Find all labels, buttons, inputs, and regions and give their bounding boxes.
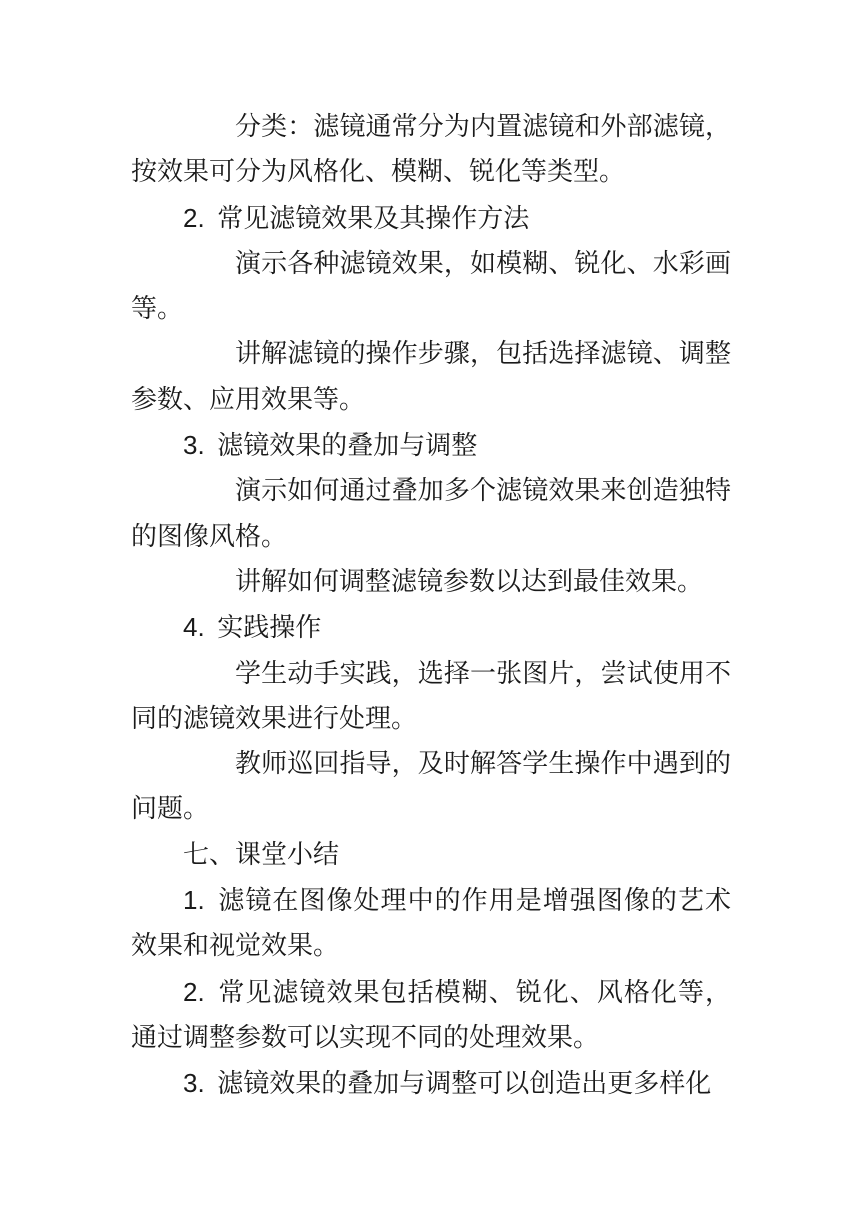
paragraph-explain-steps: 讲解滤镜的操作步骤，包括选择滤镜、调整参数、应用效果等。 (131, 339, 731, 415)
list-item-text: 常见滤镜效果包括模糊、锐化、风格化等，通过调整参数可以实现不同的处理效果。 (131, 977, 731, 1053)
list-item-text: 常见滤镜效果及其操作方法 (217, 203, 530, 234)
paragraph-demo-effects: 演示各种滤镜效果，如模糊、锐化、水彩画等。 (131, 248, 731, 325)
list-number: 3. (183, 430, 205, 461)
paragraph-classification: 分类：滤镜通常分为内置滤镜和外部滤镜，按效果可分为风格化、模糊、锐化等类型。 (131, 112, 731, 188)
list-number: 4. (183, 612, 205, 643)
list-item-3-heading (131, 423, 731, 469)
document-body (131, 105, 731, 1108)
list-number: 2. (183, 202, 205, 233)
paragraph-student-practice: 学生动手实践，选择一张图片，尝试使用不同的滤镜效果进行处理。 (131, 658, 731, 734)
summary-item-1 (131, 878, 731, 970)
list-item-text: 滤镜在图像处理中的作用是增强图像的艺术效果和视觉效果。 (131, 886, 731, 962)
summary-item-2 (131, 970, 731, 1062)
list-item-text: 实践操作 (217, 613, 322, 644)
list-number: 3. (183, 1068, 205, 1099)
list-item-2-heading (131, 196, 731, 242)
list-item-text: 滤镜效果的叠加与调整 (217, 431, 478, 462)
list-item-4-heading (131, 605, 731, 651)
paragraph-explain-parameters: 讲解如何调整滤镜参数以达到最佳效果。 (235, 566, 704, 597)
section-heading-summary: 七、课堂小结 (183, 839, 340, 870)
list-number: 2. (183, 976, 205, 1007)
list-number: 1. (183, 885, 205, 916)
paragraph-demo-stacking: 演示如何通过叠加多个滤镜效果来创造独特的图像风格。 (131, 476, 731, 552)
summary-item-3 (131, 1061, 731, 1107)
list-item-text: 滤镜效果的叠加与调整可以创造出更多样化 (217, 1069, 712, 1100)
paragraph-teacher-guidance: 教师巡回指导，及时解答学生操作中遇到的问题。 (131, 749, 731, 825)
